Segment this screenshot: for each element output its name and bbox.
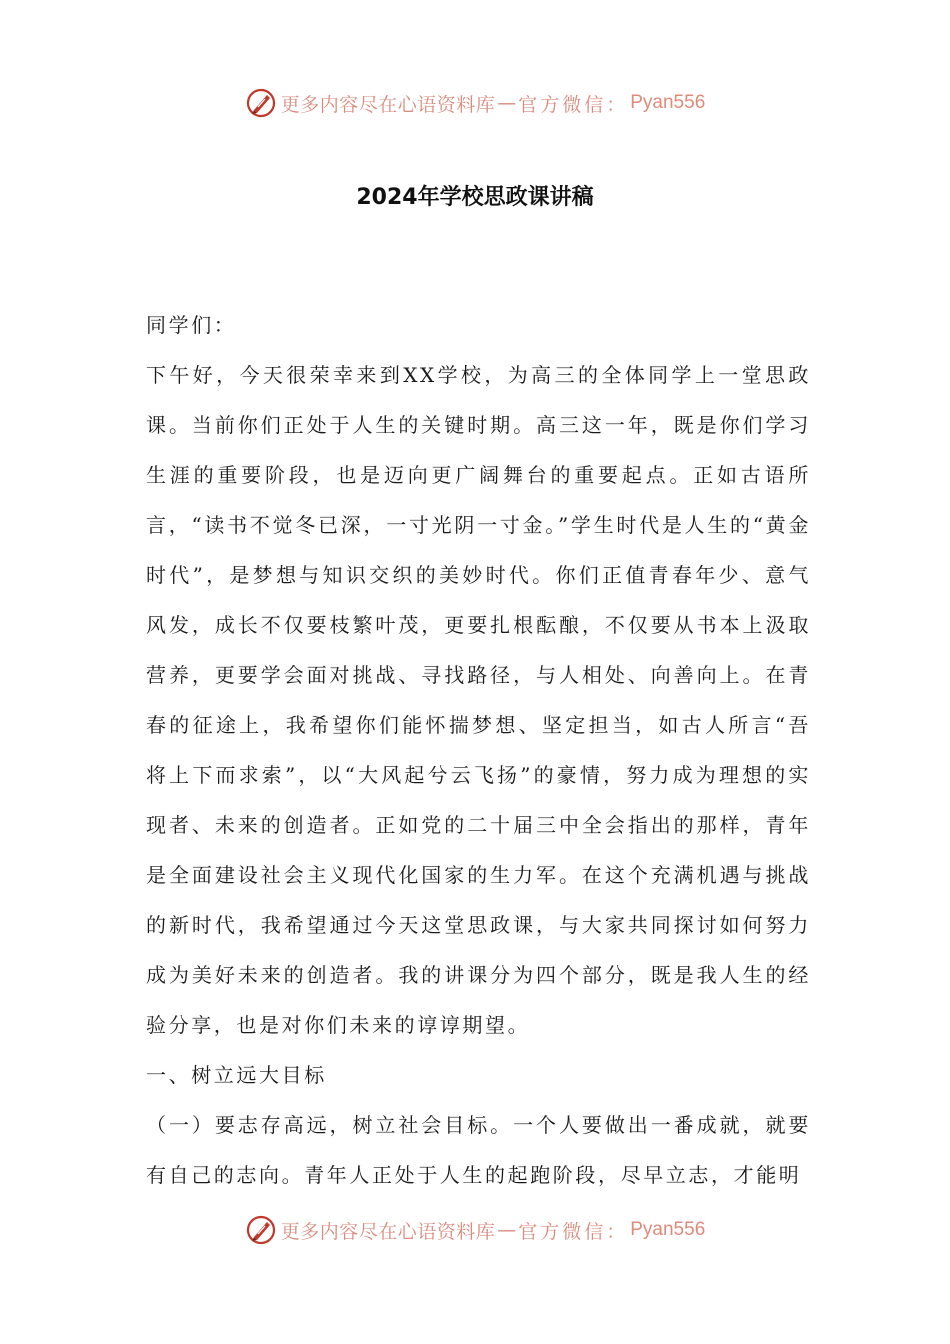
- pen-logo-icon: [245, 87, 277, 119]
- document-body: [146, 300, 811, 1200]
- body-paragraph: 下午好，今天很荣幸来到XX学校，为高三的全体同学上一堂思政课。当前你们正处于人生的关键时期。高三这一年，既是你们学习生涯的重要阶段，也是迈向更广阔舞台的重要起点。正如古语所言，“读书不觉冬已深，一寸光阴一寸金。”学生时代是人生的“黄金时代”，是梦想与知识交织的美妙时代。你们正值青春年少、意气风发，成长不仅要枝繁叶茂，更要扎根酝酿，不仅要从书本上汲取营养，更要学会面对挑战、寻找路径，与人相处、向善向上。在青春的征途上，我希望你们能怀揣梦想、坚定担当，如古人所言“吾将上下而求索”，以“大风起兮云飞扬”的豪情，努力成为理想的实现者、未来的创造者。正如党的二十届三中全会指出的那样，青年是全面建设社会主义现代化国家的生力军。在这个充满机遇与挑战的新时代，我希望通过今天这堂思政课，与大家共同探讨如何努力成为美好未来的创造者。我的讲课分为四个部分，既是我人生的经验分享，也是对你们未来的谆谆期望。: [146, 363, 811, 1037]
- watermark-text: 更多内容尽在心语资料库: [280, 93, 496, 116]
- watermark-dash: —: [497, 92, 517, 114]
- watermark-footer: [0, 1210, 950, 1250]
- watermark-id: Pyan556: [630, 1219, 706, 1240]
- watermark-id: Pyan556: [630, 92, 706, 113]
- watermark-header: [0, 83, 950, 123]
- watermark-text: 更多内容尽在心语资料库: [280, 1220, 496, 1243]
- watermark-dash: —: [497, 1219, 517, 1241]
- section-heading: 一、树立远大目标: [146, 1063, 327, 1087]
- watermark-official: 官方微信：: [518, 93, 629, 116]
- document-title: 2024年学校思政课讲稿: [356, 185, 594, 210]
- body-paragraph: （一）要志存高远，树立社会目标。一个人要做出一番成就，就要有自己的志向。青年人正处于人生的起跑阶段，尽早立志，才能明: [146, 1113, 811, 1187]
- watermark-official: 官方微信：: [518, 1220, 629, 1243]
- greeting-paragraph: 同学们：: [146, 313, 237, 337]
- pen-logo-icon: [245, 1214, 277, 1246]
